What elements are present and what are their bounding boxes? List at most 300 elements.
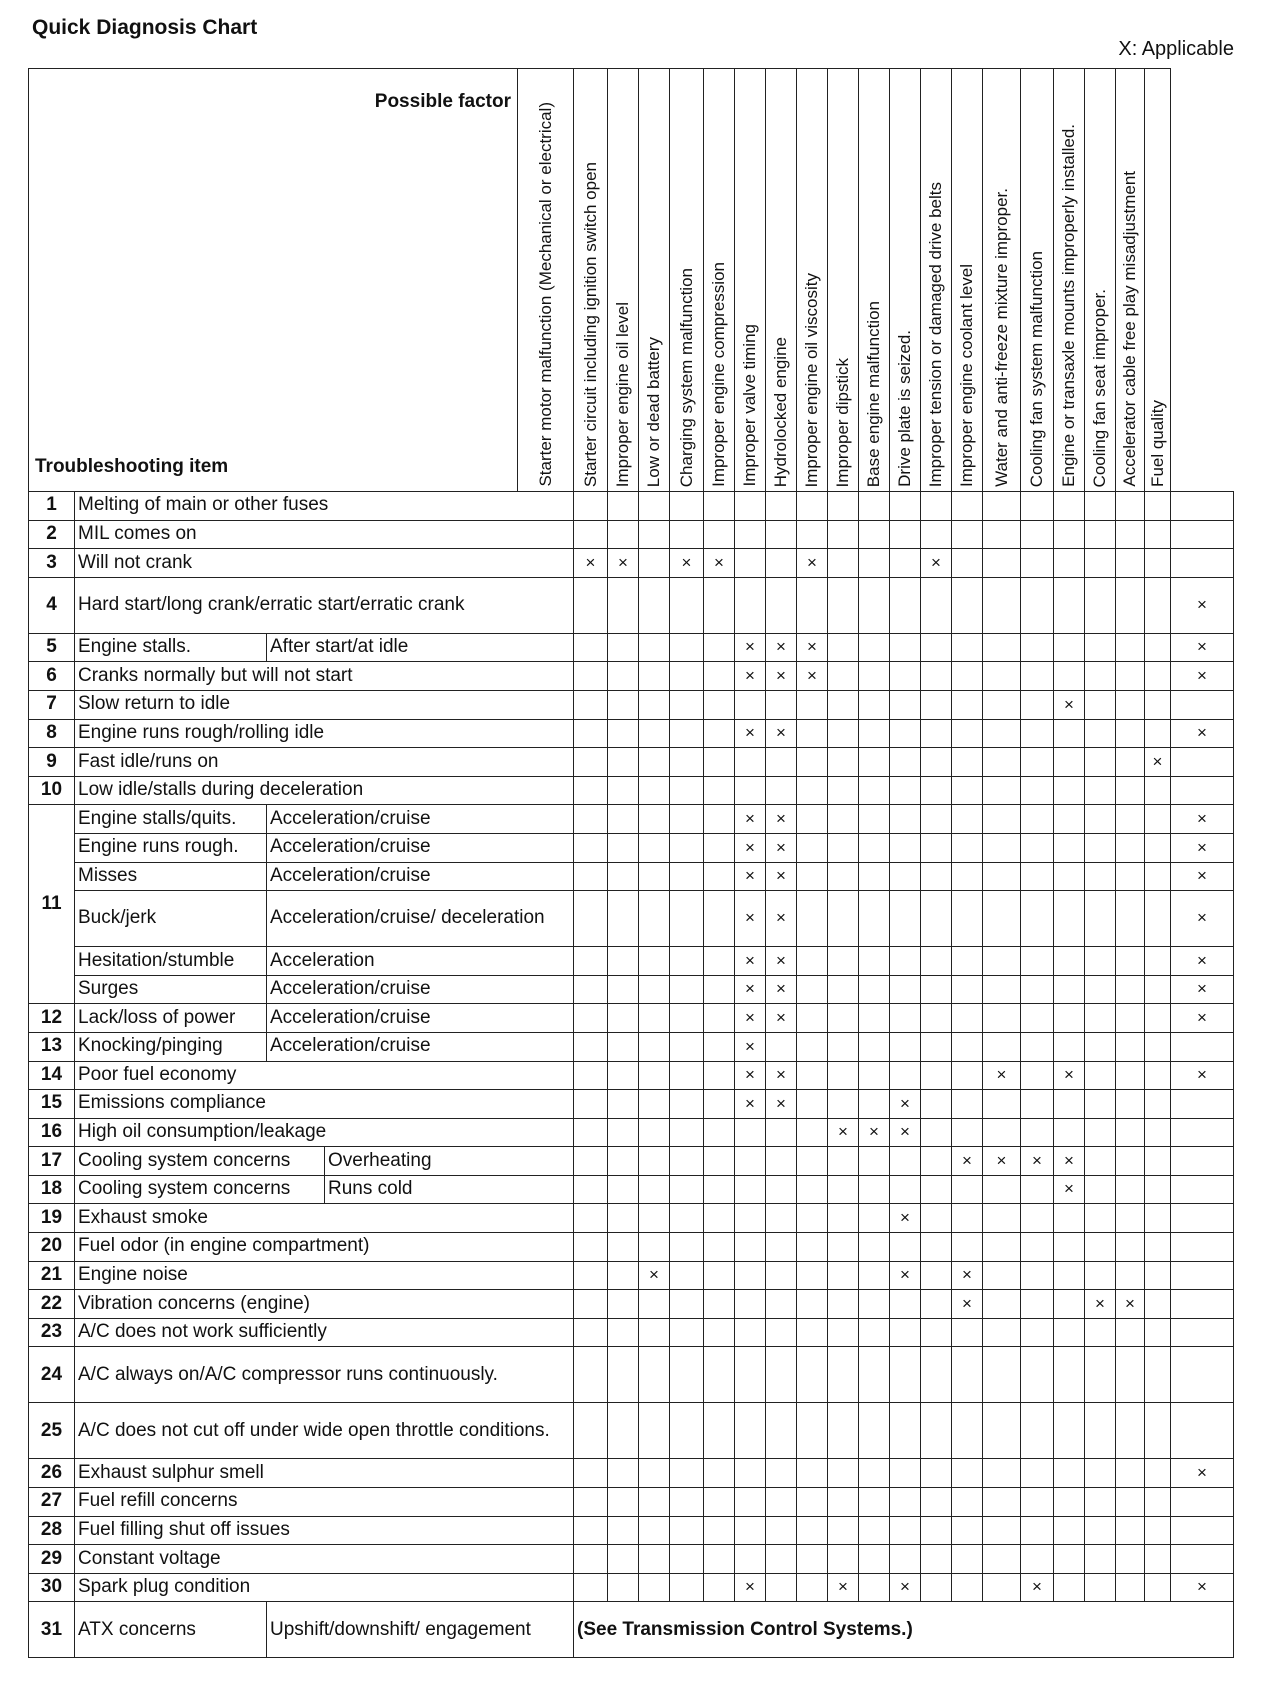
mark-cell [828,1545,859,1574]
mark-cell [1021,1347,1054,1403]
mark-cell [1085,1573,1116,1602]
trouble-condition [267,1004,574,1033]
mark-cell [921,1090,952,1119]
mark-cell [1171,1290,1234,1319]
row-number-text: 5 [46,636,57,658]
factor-header [952,69,983,492]
mark-cell [859,891,890,947]
mark-cell [797,577,828,633]
mark-cell [983,1175,1021,1204]
mark-cell [828,1459,859,1488]
row-number [29,520,75,549]
mark-cell [921,1204,952,1233]
mark-cell [797,1061,828,1090]
mark-cell [1021,633,1054,662]
mark-cell [670,633,704,662]
mark-cell [670,549,704,578]
factor-header [704,69,735,492]
mark-cell [828,1090,859,1119]
mark-cell [608,862,639,891]
mark-cell [735,805,766,834]
applicable-mark: × [996,1065,1007,1085]
mark-cell [890,633,921,662]
mark-cell [766,1347,797,1403]
applicable-mark: × [1064,1065,1074,1085]
mark-cell [766,1545,797,1574]
mark-cell [890,805,921,834]
mark-cell [766,862,797,891]
applicable-mark: × [776,665,786,685]
mark-cell [574,776,608,805]
trouble-item [75,719,574,748]
mark-cell [735,1545,766,1574]
mark-cell [574,1090,608,1119]
mark-cell [1021,719,1054,748]
mark-cell [797,1233,828,1262]
table-row [29,1090,1234,1119]
trouble-item [75,492,574,521]
mark-cell [1145,1545,1171,1574]
mark-cell [921,1147,952,1176]
mark-cell [574,1061,608,1090]
mark-cell [670,776,704,805]
row-number [29,492,75,521]
mark-cell [1085,1459,1116,1488]
mark-cell [1085,1516,1116,1545]
row-number-text: 13 [40,1035,63,1057]
table-row [29,520,1234,549]
mark-cell [828,719,859,748]
trouble-item [75,1347,574,1403]
trouble-item-text: Emissions compliance [78,1092,266,1114]
mark-cell [1054,1488,1085,1517]
trouble-item [75,549,574,578]
mark-cell [1116,1488,1145,1517]
mark-cell [859,1175,890,1204]
row-number [29,1118,75,1147]
mark-cell [952,1175,983,1204]
table-row [29,805,1234,834]
mark-cell [670,1459,704,1488]
trouble-item-text: Cranks normally but will not start [78,664,353,686]
applicable-mark: × [1197,866,1207,886]
mark-cell [859,1061,890,1090]
trouble-item-text: A/C does not work sufficiently [78,1321,327,1343]
mark-cell [608,1459,639,1488]
mark-cell [735,662,766,691]
mark-cell [859,690,890,719]
mark-cell [983,1118,1021,1147]
mark-cell [1116,662,1145,691]
mark-cell [859,1488,890,1517]
mark-cell [704,690,735,719]
see-reference-note [574,1602,1234,1658]
mark-cell [1085,1004,1116,1033]
mark-cell [766,1032,797,1061]
mark-cell [766,776,797,805]
mark-cell [1054,520,1085,549]
mark-cell [921,577,952,633]
mark-cell [574,1403,608,1459]
mark-cell [1021,1290,1054,1319]
mark-cell [704,975,735,1004]
trouble-item-text: Cooling system concerns [78,1149,291,1171]
trouble-item-text: Constant voltage [78,1547,221,1569]
mark-cell [1054,805,1085,834]
mark-cell [921,1175,952,1204]
mark-cell [639,1573,670,1602]
mark-cell [735,719,766,748]
mark-cell [1085,1118,1116,1147]
mark-cell [1145,862,1171,891]
mark-cell [574,520,608,549]
mark-cell [921,862,952,891]
mark-cell [639,719,670,748]
mark-cell [1171,1318,1234,1347]
trouble-item-text: Poor fuel economy [78,1063,237,1085]
mark-cell [1171,1347,1234,1403]
mark-cell [704,520,735,549]
mark-cell [766,1061,797,1090]
mark-cell [952,719,983,748]
mark-cell [859,492,890,521]
factor-header [828,69,859,492]
mark-cell [1171,1090,1234,1119]
applicable-mark: × [869,1122,879,1142]
mark-cell [1021,1488,1054,1517]
mark-cell [608,492,639,521]
mark-cell [704,1032,735,1061]
applicable-mark: × [1197,979,1207,999]
mark-cell [704,1347,735,1403]
mark-cell [859,1459,890,1488]
factor-header [574,69,608,492]
applicable-mark: × [745,1093,755,1113]
trouble-item [75,1061,574,1090]
mark-cell [574,1118,608,1147]
table-row [29,1004,1234,1033]
applicable-mark: × [1064,694,1074,714]
mark-cell [766,1573,797,1602]
row-number [29,1545,75,1574]
mark-cell [1021,1233,1054,1262]
mark-cell [704,862,735,891]
applicable-mark: × [962,1265,972,1285]
factor-header [608,69,639,492]
factor-label: Drive plate is seized. [895,330,915,487]
trouble-item [75,891,267,947]
mark-cell [1054,1318,1085,1347]
row-number [29,1204,75,1233]
mark-cell [735,1061,766,1090]
factor-header [1054,69,1085,492]
row-number-text: 16 [40,1121,63,1143]
trouble-item-text: Cooling system concerns [78,1178,291,1200]
applicable-mark: × [1064,1179,1074,1199]
trouble-item [75,520,574,549]
factor-label: Improper engine oil level [613,301,633,487]
mark-cell [704,947,735,976]
mark-cell [797,1004,828,1033]
mark-cell [574,577,608,633]
row-number-text: 21 [40,1264,63,1286]
mark-cell [574,1545,608,1574]
mark-cell [921,690,952,719]
mark-cell [1116,805,1145,834]
mark-cell [639,1290,670,1319]
applicable-mark: × [1197,808,1207,828]
mark-cell [921,1233,952,1262]
mark-cell [1021,776,1054,805]
mark-cell [639,748,670,777]
mark-cell [859,1147,890,1176]
mark-cell [1054,1061,1085,1090]
row-number-text: 22 [40,1292,63,1314]
mark-cell [1054,1004,1085,1033]
trouble-item [75,1488,574,1517]
mark-cell [952,1204,983,1233]
applicable-mark: × [996,1150,1007,1170]
factor-header [735,69,766,492]
mark-cell [1116,1459,1145,1488]
row-number-text: 10 [40,779,63,801]
row-number-text: 17 [40,1149,63,1171]
mark-cell [608,1061,639,1090]
troubleshooting-item-label: Troubleshooting item [35,456,229,478]
mark-cell [797,975,828,1004]
mark-cell [890,975,921,1004]
mark-cell [983,719,1021,748]
applicable-mark: × [776,808,786,828]
mark-cell [1054,1175,1085,1204]
mark-cell [1116,1545,1145,1574]
mark-cell [952,1004,983,1033]
mark-cell [828,748,859,777]
mark-cell [1054,862,1085,891]
applicable-mark: × [900,1122,910,1142]
mark-cell [952,1545,983,1574]
mark-cell [639,662,670,691]
trouble-item-text: Engine runs rough. [78,836,239,858]
mark-cell [952,862,983,891]
mark-cell [1054,1545,1085,1574]
mark-cell [828,1347,859,1403]
mark-cell [859,1004,890,1033]
mark-cell [1171,719,1234,748]
mark-cell [766,1261,797,1290]
mark-cell [797,947,828,976]
mark-cell [704,577,735,633]
trouble-condition [267,891,574,947]
mark-cell [704,776,735,805]
mark-cell [1171,1061,1234,1090]
applicable-mark: × [838,1122,848,1142]
mark-cell [1145,1004,1171,1033]
mark-cell [704,719,735,748]
applicable-mark: × [618,552,628,572]
mark-cell [828,776,859,805]
mark-cell [608,1516,639,1545]
applicable-mark: × [807,552,817,572]
mark-cell [921,1459,952,1488]
mark-cell [1021,975,1054,1004]
mark-cell [1171,975,1234,1004]
mark-cell [828,833,859,862]
factor-label: Improper engine compression [709,262,729,487]
mark-cell [890,1459,921,1488]
mark-cell [921,1261,952,1290]
mark-cell [890,1118,921,1147]
mark-cell [735,1516,766,1545]
mark-cell [1085,577,1116,633]
row-number [29,1004,75,1033]
mark-cell [574,1459,608,1488]
applicable-mark: × [745,1065,755,1085]
mark-cell [1171,1147,1234,1176]
applicable-mark: × [776,1007,786,1027]
trouble-item [75,1573,574,1602]
table-row [29,1459,1234,1488]
row-number-text: 1 [46,494,57,516]
trouble-item-text: Fuel odor (in engine compartment) [78,1235,370,1257]
applicable-mark: × [745,665,755,685]
table-row [29,633,1234,662]
mark-cell [797,1347,828,1403]
mark-cell [859,520,890,549]
trouble-condition-text: After start/at idle [270,636,409,658]
mark-cell [921,719,952,748]
mark-cell [983,520,1021,549]
mark-cell [1171,1573,1234,1602]
mark-cell [1021,1261,1054,1290]
mark-cell [1085,1061,1116,1090]
mark-cell [1116,633,1145,662]
mark-cell [983,492,1021,521]
mark-cell [952,690,983,719]
mark-cell [766,577,797,633]
mark-cell [983,1032,1021,1061]
mark-cell [735,1118,766,1147]
mark-cell [735,862,766,891]
mark-cell [704,748,735,777]
mark-cell [983,1403,1021,1459]
mark-cell [1021,1004,1054,1033]
trouble-item-text: Lack/loss of power [78,1006,236,1028]
mark-cell [766,633,797,662]
row-number [29,748,75,777]
mark-cell [1085,1147,1116,1176]
mark-cell [735,690,766,719]
trouble-item-text: Exhaust smoke [78,1206,208,1228]
mark-cell [1145,748,1171,777]
mark-cell [890,748,921,777]
mark-cell [983,776,1021,805]
mark-cell [921,633,952,662]
mark-cell [766,662,797,691]
mark-cell [859,633,890,662]
mark-cell [828,1175,859,1204]
mark-cell [639,1204,670,1233]
factor-label: Cooling fan seat improper. [1090,288,1110,487]
mark-cell [890,1318,921,1347]
mark-cell [639,1004,670,1033]
table-row [29,690,1234,719]
applicable-mark: × [745,950,755,970]
table-row [29,1318,1234,1347]
mark-cell [859,577,890,633]
trouble-item [75,1004,267,1033]
mark-cell [1021,891,1054,947]
mark-cell [1054,891,1085,947]
mark-cell [1085,719,1116,748]
mark-cell [704,1318,735,1347]
mark-cell [1054,1147,1085,1176]
mark-cell [608,1004,639,1033]
mark-cell [704,1147,735,1176]
row-number [29,1090,75,1119]
mark-cell [704,1516,735,1545]
trouble-item-text: High oil consumption/leakage [78,1121,327,1143]
table-row [29,891,1234,947]
mark-cell [1085,1403,1116,1459]
row-number [29,549,75,578]
mark-cell [735,1090,766,1119]
mark-cell [1145,719,1171,748]
mark-cell [859,1403,890,1459]
mark-cell [797,662,828,691]
mark-cell [1171,1175,1234,1204]
applicable-mark: × [1197,1007,1207,1027]
mark-cell [983,1573,1021,1602]
mark-cell [639,1516,670,1545]
mark-cell [1171,492,1234,521]
mark-cell [797,1147,828,1176]
row-number-text: 26 [40,1461,63,1483]
mark-cell [608,633,639,662]
mark-cell [1145,891,1171,947]
mark-cell [1171,776,1234,805]
mark-cell [983,1204,1021,1233]
mark-cell [890,1290,921,1319]
applicable-mark: × [745,979,755,999]
mark-cell [1054,833,1085,862]
mark-cell [670,947,704,976]
mark-cell [797,1175,828,1204]
mark-cell [735,1573,766,1602]
mark-cell [828,891,859,947]
mark-cell [983,1061,1021,1090]
applicable-mark: × [900,1265,910,1285]
mark-cell [859,1347,890,1403]
mark-cell [670,1204,704,1233]
mark-cell [766,1118,797,1147]
mark-cell [1054,577,1085,633]
mark-cell [921,662,952,691]
mark-cell [1054,492,1085,521]
mark-cell [608,577,639,633]
mark-cell [952,1516,983,1545]
mark-cell [574,1516,608,1545]
mark-cell [1085,776,1116,805]
mark-cell [670,1233,704,1262]
mark-cell [704,891,735,947]
mark-cell [1145,520,1171,549]
trouble-item [75,1090,574,1119]
mark-cell [766,1290,797,1319]
mark-cell [574,891,608,947]
mark-cell [704,1118,735,1147]
row-number-text: 18 [40,1178,63,1200]
